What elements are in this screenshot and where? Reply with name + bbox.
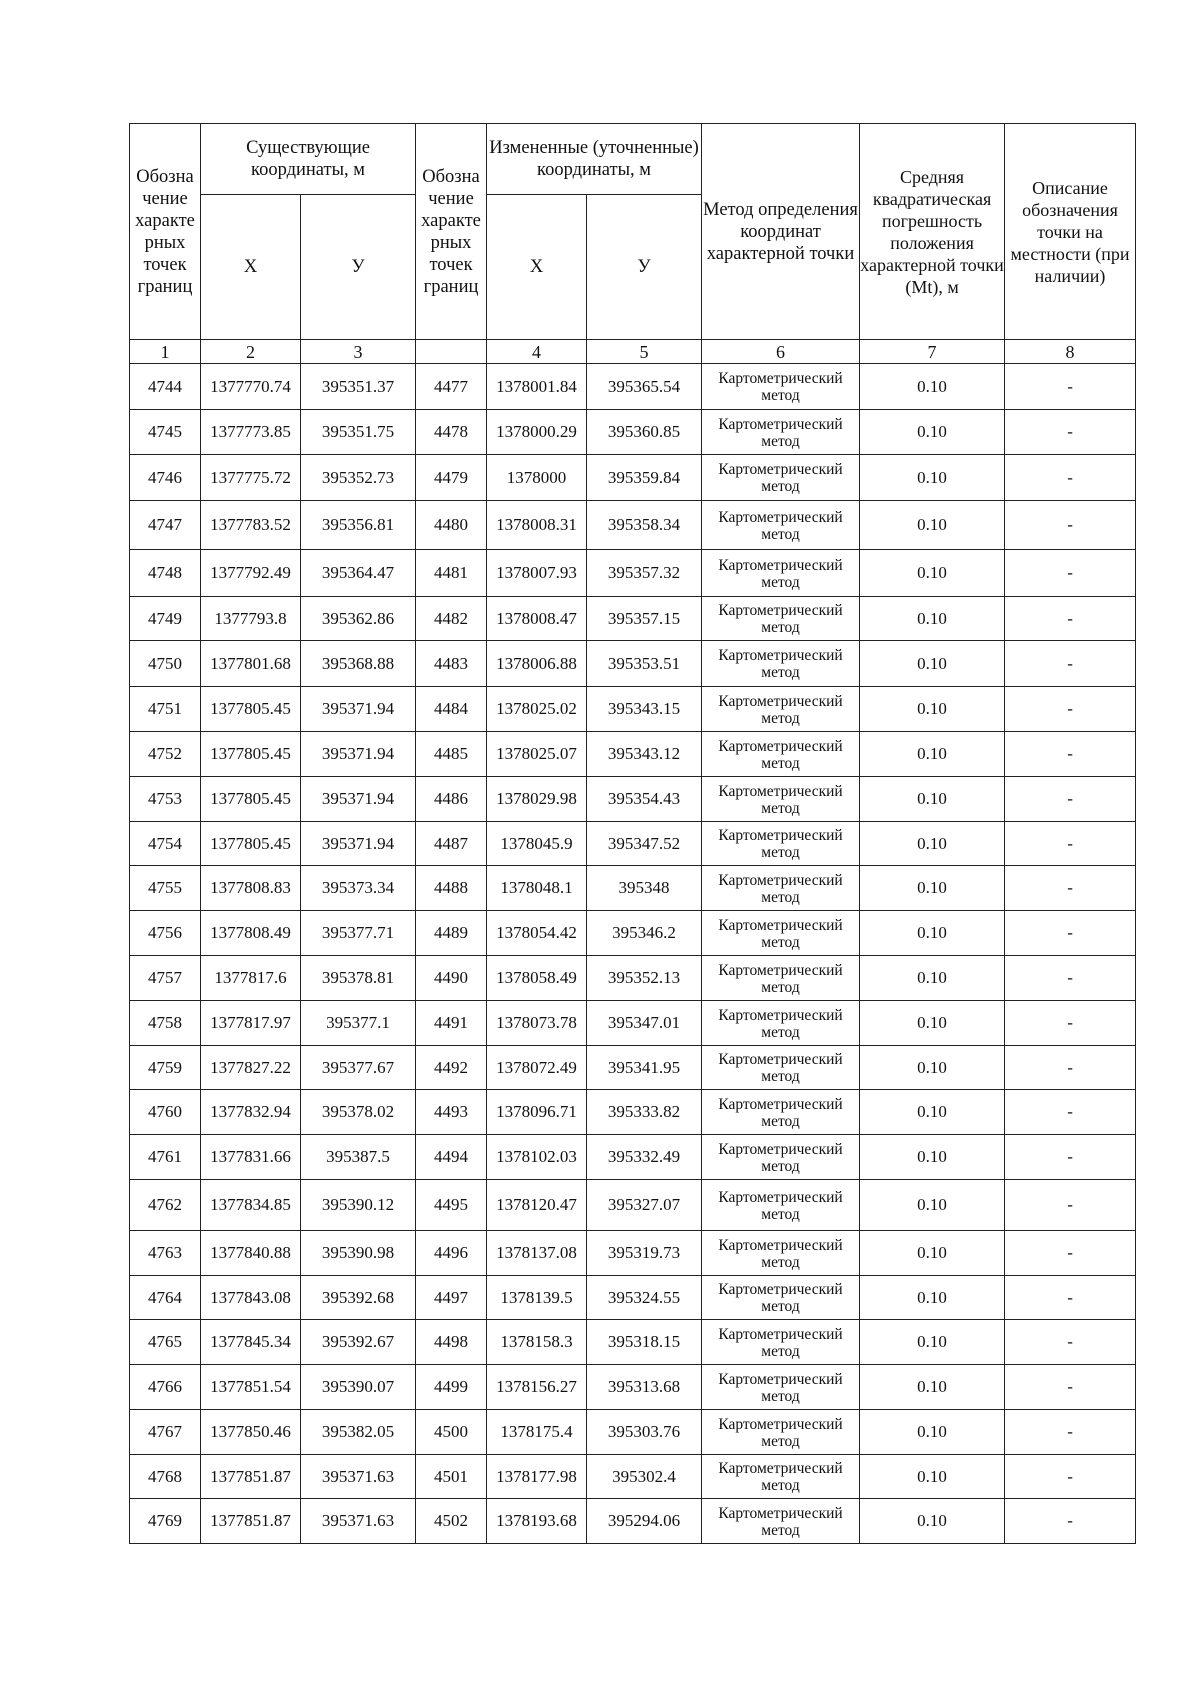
cell-existing-x: 1377801.68 (201, 641, 301, 687)
header-existing-y: У (301, 195, 416, 340)
cell-changed-y: 395303.76 (587, 1410, 702, 1455)
column-number: 5 (587, 340, 702, 364)
cell-point-id: 4750 (130, 641, 201, 687)
cell-accuracy: 0.10 (860, 641, 1005, 687)
table-row (130, 1276, 1136, 1320)
cell-new-point-id: 4477 (416, 364, 487, 410)
cell-method: Картометрический метод (702, 1231, 860, 1276)
cell-new-point-id: 4498 (416, 1320, 487, 1365)
cell-changed-y: 395294.06 (587, 1499, 702, 1544)
cell-existing-x: 1377792.49 (201, 550, 301, 597)
table-row (130, 911, 1136, 956)
cell-changed-x: 1378072.49 (487, 1046, 587, 1090)
cell-accuracy: 0.10 (860, 550, 1005, 597)
cell-description: - (1005, 1499, 1136, 1544)
table-row (130, 410, 1136, 455)
cell-existing-y: 395371.63 (301, 1455, 416, 1499)
table-row (130, 822, 1136, 866)
cell-existing-x: 1377793.8 (201, 597, 301, 641)
cell-accuracy: 0.10 (860, 911, 1005, 956)
cell-changed-y: 395324.55 (587, 1276, 702, 1320)
cell-description: - (1005, 1276, 1136, 1320)
cell-point-id: 4747 (130, 501, 201, 550)
cell-changed-y: 395358.34 (587, 501, 702, 550)
cell-existing-y: 395371.94 (301, 777, 416, 822)
cell-point-id: 4744 (130, 364, 201, 410)
cell-changed-y: 395343.15 (587, 687, 702, 732)
cell-existing-y: 395377.71 (301, 911, 416, 956)
cell-existing-y: 395382.05 (301, 1410, 416, 1455)
cell-point-id: 4767 (130, 1410, 201, 1455)
cell-new-point-id: 4491 (416, 1001, 487, 1046)
cell-new-point-id: 4497 (416, 1276, 487, 1320)
cell-changed-x: 1378137.08 (487, 1231, 587, 1276)
cell-new-point-id: 4496 (416, 1231, 487, 1276)
cell-accuracy: 0.10 (860, 501, 1005, 550)
cell-changed-y: 395357.15 (587, 597, 702, 641)
cell-changed-x: 1378054.42 (487, 911, 587, 956)
cell-existing-y: 395371.94 (301, 732, 416, 777)
cell-existing-y: 395362.86 (301, 597, 416, 641)
cell-new-point-id: 4485 (416, 732, 487, 777)
cell-existing-x: 1377851.87 (201, 1499, 301, 1544)
cell-existing-x: 1377770.74 (201, 364, 301, 410)
cell-changed-x: 1378006.88 (487, 641, 587, 687)
table-row (130, 1135, 1136, 1180)
header-description: Описание обозначения точки на местности (при наличии) (1005, 124, 1136, 340)
cell-accuracy: 0.10 (860, 1046, 1005, 1090)
column-number: 3 (301, 340, 416, 364)
cell-existing-x: 1377834.85 (201, 1180, 301, 1231)
table-body (130, 364, 1136, 1544)
cell-changed-x: 1378177.98 (487, 1455, 587, 1499)
cell-description: - (1005, 1135, 1136, 1180)
cell-description: - (1005, 1046, 1136, 1090)
cell-point-id: 4765 (130, 1320, 201, 1365)
cell-accuracy: 0.10 (860, 732, 1005, 777)
cell-existing-x: 1377808.83 (201, 866, 301, 911)
cell-changed-y: 395346.2 (587, 911, 702, 956)
cell-changed-x: 1378001.84 (487, 364, 587, 410)
cell-description: - (1005, 501, 1136, 550)
cell-point-id: 4758 (130, 1001, 201, 1046)
header-changed-x: Х (487, 195, 587, 340)
cell-existing-x: 1377840.88 (201, 1231, 301, 1276)
cell-changed-y: 395360.85 (587, 410, 702, 455)
cell-point-id: 4749 (130, 597, 201, 641)
cell-accuracy: 0.10 (860, 455, 1005, 501)
cell-changed-x: 1378029.98 (487, 777, 587, 822)
table-row (130, 1410, 1136, 1455)
header-existing-coords: Существующие координаты, м (201, 124, 416, 195)
table-row (130, 1455, 1136, 1499)
cell-existing-y: 395351.75 (301, 410, 416, 455)
table-row (130, 501, 1136, 550)
cell-existing-x: 1377832.94 (201, 1090, 301, 1135)
cell-accuracy: 0.10 (860, 1276, 1005, 1320)
cell-new-point-id: 4501 (416, 1455, 487, 1499)
column-number-row (130, 340, 1136, 364)
cell-new-point-id: 4493 (416, 1090, 487, 1135)
cell-new-point-id: 4479 (416, 455, 487, 501)
cell-point-id: 4752 (130, 732, 201, 777)
cell-existing-x: 1377783.52 (201, 501, 301, 550)
cell-changed-x: 1378193.68 (487, 1499, 587, 1544)
cell-description: - (1005, 1180, 1136, 1231)
cell-accuracy: 0.10 (860, 597, 1005, 641)
cell-method: Картометрический метод (702, 410, 860, 455)
cell-changed-x: 1378007.93 (487, 550, 587, 597)
cell-changed-x: 1378025.07 (487, 732, 587, 777)
cell-existing-x: 1377845.34 (201, 1320, 301, 1365)
cell-existing-x: 1377851.87 (201, 1455, 301, 1499)
cell-description: - (1005, 1365, 1136, 1410)
header-point-designation: Обозна чение характе рных точек границ (130, 124, 201, 340)
cell-changed-y: 395333.82 (587, 1090, 702, 1135)
header-new-point-designation: Обозна чение характе рных точек границ (416, 124, 487, 340)
cell-accuracy: 0.10 (860, 777, 1005, 822)
cell-new-point-id: 4494 (416, 1135, 487, 1180)
cell-existing-x: 1377817.6 (201, 956, 301, 1001)
cell-existing-y: 395371.63 (301, 1499, 416, 1544)
header-changed-y: У (587, 195, 702, 340)
cell-method: Картометрический метод (702, 1090, 860, 1135)
cell-changed-y: 395327.07 (587, 1180, 702, 1231)
cell-method: Картометрический метод (702, 956, 860, 1001)
cell-existing-x: 1377850.46 (201, 1410, 301, 1455)
cell-point-id: 4762 (130, 1180, 201, 1231)
cell-method: Картометрический метод (702, 1320, 860, 1365)
cell-changed-y: 395353.51 (587, 641, 702, 687)
cell-changed-y: 395357.32 (587, 550, 702, 597)
cell-accuracy: 0.10 (860, 1090, 1005, 1135)
cell-changed-y: 395352.13 (587, 956, 702, 1001)
cell-method: Картометрический метод (702, 1410, 860, 1455)
column-number: 2 (201, 340, 301, 364)
cell-point-id: 4756 (130, 911, 201, 956)
column-number: 8 (1005, 340, 1136, 364)
cell-changed-x: 1378000.29 (487, 410, 587, 455)
table-row (130, 1499, 1136, 1544)
cell-method: Картометрический метод (702, 1455, 860, 1499)
cell-changed-x: 1378175.4 (487, 1410, 587, 1455)
cell-changed-x: 1378045.9 (487, 822, 587, 866)
cell-changed-y: 395348 (587, 866, 702, 911)
cell-existing-x: 1377827.22 (201, 1046, 301, 1090)
cell-changed-y: 395332.49 (587, 1135, 702, 1180)
table-row (130, 550, 1136, 597)
column-number: 1 (130, 340, 201, 364)
cell-changed-x: 1378000 (487, 455, 587, 501)
cell-existing-y: 395377.67 (301, 1046, 416, 1090)
cell-method: Картометрический метод (702, 550, 860, 597)
coordinates-table (129, 123, 1136, 1544)
cell-changed-x: 1378008.31 (487, 501, 587, 550)
cell-description: - (1005, 455, 1136, 501)
cell-point-id: 4761 (130, 1135, 201, 1180)
cell-existing-y: 395371.94 (301, 687, 416, 732)
cell-point-id: 4745 (130, 410, 201, 455)
table-row (130, 777, 1136, 822)
cell-changed-x: 1378139.5 (487, 1276, 587, 1320)
cell-description: - (1005, 1455, 1136, 1499)
cell-changed-y: 395347.01 (587, 1001, 702, 1046)
cell-existing-y: 395368.88 (301, 641, 416, 687)
cell-new-point-id: 4492 (416, 1046, 487, 1090)
cell-point-id: 4759 (130, 1046, 201, 1090)
cell-existing-x: 1377831.66 (201, 1135, 301, 1180)
cell-point-id: 4754 (130, 822, 201, 866)
cell-accuracy: 0.10 (860, 956, 1005, 1001)
cell-description: - (1005, 1001, 1136, 1046)
document-page (129, 123, 1135, 1544)
cell-method: Картометрический метод (702, 1499, 860, 1544)
cell-changed-y: 395341.95 (587, 1046, 702, 1090)
cell-description: - (1005, 822, 1136, 866)
cell-existing-x: 1377805.45 (201, 687, 301, 732)
cell-description: - (1005, 550, 1136, 597)
table-row (130, 1180, 1136, 1231)
cell-point-id: 4746 (130, 455, 201, 501)
cell-changed-y: 395359.84 (587, 455, 702, 501)
cell-changed-y: 395318.15 (587, 1320, 702, 1365)
cell-existing-y: 395356.81 (301, 501, 416, 550)
cell-changed-y: 395313.68 (587, 1365, 702, 1410)
table-row (130, 1320, 1136, 1365)
table-row (130, 687, 1136, 732)
cell-existing-y: 395351.37 (301, 364, 416, 410)
column-number: 7 (860, 340, 1005, 364)
table-row (130, 1046, 1136, 1090)
cell-accuracy: 0.10 (860, 364, 1005, 410)
cell-description: - (1005, 597, 1136, 641)
cell-changed-y: 395365.54 (587, 364, 702, 410)
table-row (130, 956, 1136, 1001)
cell-method: Картометрический метод (702, 866, 860, 911)
cell-description: - (1005, 956, 1136, 1001)
cell-method: Картометрический метод (702, 911, 860, 956)
cell-description: - (1005, 641, 1136, 687)
cell-new-point-id: 4483 (416, 641, 487, 687)
cell-point-id: 4766 (130, 1365, 201, 1410)
cell-new-point-id: 4488 (416, 866, 487, 911)
cell-description: - (1005, 1090, 1136, 1135)
cell-point-id: 4755 (130, 866, 201, 911)
cell-method: Картометрический метод (702, 364, 860, 410)
cell-method: Картометрический метод (702, 822, 860, 866)
cell-existing-y: 395378.02 (301, 1090, 416, 1135)
cell-method: Картометрический метод (702, 641, 860, 687)
cell-new-point-id: 4478 (416, 410, 487, 455)
cell-existing-y: 395390.98 (301, 1231, 416, 1276)
cell-accuracy: 0.10 (860, 1231, 1005, 1276)
cell-changed-y: 395343.12 (587, 732, 702, 777)
table-row (130, 1231, 1136, 1276)
table-row (130, 364, 1136, 410)
table-row (130, 866, 1136, 911)
cell-point-id: 4764 (130, 1276, 201, 1320)
cell-new-point-id: 4500 (416, 1410, 487, 1455)
cell-method: Картометрический метод (702, 732, 860, 777)
cell-existing-y: 395371.94 (301, 822, 416, 866)
cell-accuracy: 0.10 (860, 1455, 1005, 1499)
cell-new-point-id: 4481 (416, 550, 487, 597)
cell-existing-y: 395392.68 (301, 1276, 416, 1320)
cell-method: Картометрический метод (702, 1046, 860, 1090)
cell-point-id: 4768 (130, 1455, 201, 1499)
cell-changed-x: 1378096.71 (487, 1090, 587, 1135)
column-number: 6 (702, 340, 860, 364)
cell-changed-x: 1378025.02 (487, 687, 587, 732)
table-row (130, 732, 1136, 777)
cell-changed-y: 395302.4 (587, 1455, 702, 1499)
cell-new-point-id: 4487 (416, 822, 487, 866)
cell-new-point-id: 4499 (416, 1365, 487, 1410)
cell-new-point-id: 4489 (416, 911, 487, 956)
cell-accuracy: 0.10 (860, 822, 1005, 866)
cell-changed-x: 1378048.1 (487, 866, 587, 911)
header-accuracy: Средняя квадратическая погрешность положения характерной точки (Mt), м (860, 124, 1005, 340)
cell-new-point-id: 4495 (416, 1180, 487, 1231)
cell-accuracy: 0.10 (860, 687, 1005, 732)
cell-accuracy: 0.10 (860, 410, 1005, 455)
cell-method: Картометрический метод (702, 1135, 860, 1180)
cell-existing-y: 395377.1 (301, 1001, 416, 1046)
cell-existing-y: 395387.5 (301, 1135, 416, 1180)
cell-accuracy: 0.10 (860, 1135, 1005, 1180)
cell-existing-x: 1377805.45 (201, 822, 301, 866)
cell-changed-y: 395319.73 (587, 1231, 702, 1276)
cell-new-point-id: 4480 (416, 501, 487, 550)
cell-new-point-id: 4502 (416, 1499, 487, 1544)
cell-existing-y: 395392.67 (301, 1320, 416, 1365)
cell-method: Картометрический метод (702, 1276, 860, 1320)
cell-existing-y: 395390.12 (301, 1180, 416, 1231)
cell-point-id: 4769 (130, 1499, 201, 1544)
cell-changed-y: 395354.43 (587, 777, 702, 822)
cell-changed-x: 1378008.47 (487, 597, 587, 641)
cell-method: Картометрический метод (702, 777, 860, 822)
cell-existing-y: 395352.73 (301, 455, 416, 501)
cell-changed-x: 1378120.47 (487, 1180, 587, 1231)
cell-description: - (1005, 410, 1136, 455)
cell-point-id: 4760 (130, 1090, 201, 1135)
cell-existing-y: 395390.07 (301, 1365, 416, 1410)
cell-changed-x: 1378102.03 (487, 1135, 587, 1180)
cell-new-point-id: 4490 (416, 956, 487, 1001)
cell-accuracy: 0.10 (860, 866, 1005, 911)
cell-point-id: 4753 (130, 777, 201, 822)
table-row (130, 641, 1136, 687)
cell-method: Картометрический метод (702, 455, 860, 501)
cell-description: - (1005, 777, 1136, 822)
cell-method: Картометрический метод (702, 597, 860, 641)
cell-changed-x: 1378158.3 (487, 1320, 587, 1365)
cell-existing-x: 1377851.54 (201, 1365, 301, 1410)
cell-existing-x: 1377817.97 (201, 1001, 301, 1046)
cell-existing-x: 1377773.85 (201, 410, 301, 455)
cell-changed-x: 1378058.49 (487, 956, 587, 1001)
cell-existing-x: 1377775.72 (201, 455, 301, 501)
cell-accuracy: 0.10 (860, 1365, 1005, 1410)
cell-existing-x: 1377805.45 (201, 777, 301, 822)
cell-existing-x: 1377805.45 (201, 732, 301, 777)
cell-method: Картометрический метод (702, 1365, 860, 1410)
cell-method: Картометрический метод (702, 501, 860, 550)
cell-changed-x: 1378156.27 (487, 1365, 587, 1410)
cell-description: - (1005, 1231, 1136, 1276)
cell-changed-x: 1378073.78 (487, 1001, 587, 1046)
cell-existing-y: 395373.34 (301, 866, 416, 911)
cell-changed-y: 395347.52 (587, 822, 702, 866)
column-number: 4 (487, 340, 587, 364)
header-existing-x: Х (201, 195, 301, 340)
cell-existing-y: 395378.81 (301, 956, 416, 1001)
cell-point-id: 4748 (130, 550, 201, 597)
cell-existing-y: 395364.47 (301, 550, 416, 597)
cell-method: Картометрический метод (702, 1001, 860, 1046)
cell-accuracy: 0.10 (860, 1001, 1005, 1046)
cell-accuracy: 0.10 (860, 1410, 1005, 1455)
cell-description: - (1005, 866, 1136, 911)
cell-existing-x: 1377843.08 (201, 1276, 301, 1320)
cell-point-id: 4757 (130, 956, 201, 1001)
cell-method: Картометрический метод (702, 687, 860, 732)
cell-method: Картометрический метод (702, 1180, 860, 1231)
cell-description: - (1005, 1410, 1136, 1455)
cell-new-point-id: 4484 (416, 687, 487, 732)
cell-point-id: 4763 (130, 1231, 201, 1276)
cell-new-point-id: 4486 (416, 777, 487, 822)
cell-description: - (1005, 911, 1136, 956)
table-row (130, 1365, 1136, 1410)
cell-point-id: 4751 (130, 687, 201, 732)
cell-existing-x: 1377808.49 (201, 911, 301, 956)
cell-description: - (1005, 1320, 1136, 1365)
header-changed-coords: Измененные (уточненные) координаты, м (487, 124, 702, 195)
cell-description: - (1005, 364, 1136, 410)
cell-accuracy: 0.10 (860, 1180, 1005, 1231)
column-number (416, 340, 487, 364)
cell-new-point-id: 4482 (416, 597, 487, 641)
cell-accuracy: 0.10 (860, 1499, 1005, 1544)
table-row (130, 597, 1136, 641)
table-row (130, 455, 1136, 501)
cell-description: - (1005, 732, 1136, 777)
table-row (130, 1090, 1136, 1135)
table-row (130, 1001, 1136, 1046)
cell-accuracy: 0.10 (860, 1320, 1005, 1365)
header-method: Метод определения координат характерной точки (702, 124, 860, 340)
cell-description: - (1005, 687, 1136, 732)
